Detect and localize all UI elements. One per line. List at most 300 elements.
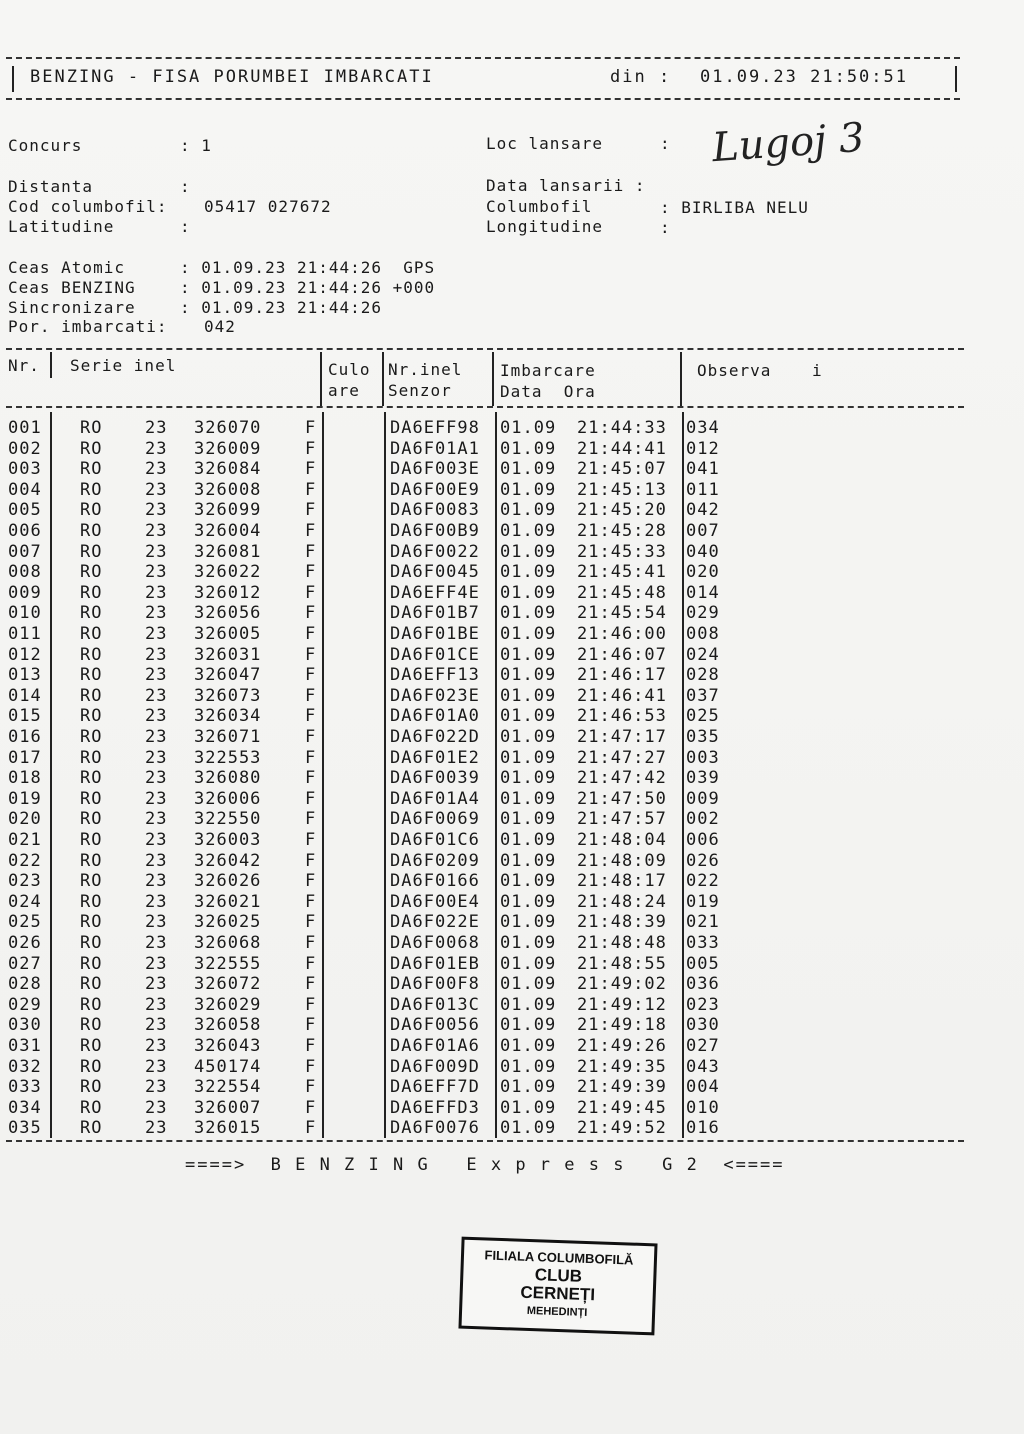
ring-number: 326031 xyxy=(194,644,262,665)
embark-time: 21:45:33 xyxy=(577,541,667,562)
country-code: RO xyxy=(80,644,103,665)
row-number: 033 xyxy=(8,1077,42,1098)
sensor-id: DA6EFF4E xyxy=(390,582,480,603)
sex: F xyxy=(305,1118,317,1139)
country-code: RO xyxy=(80,912,103,933)
sex: F xyxy=(305,994,317,1015)
column-nr-inel: Nr.inel xyxy=(388,360,463,379)
stamp-line-2: CLUB xyxy=(534,1265,583,1286)
sex: F xyxy=(305,521,317,541)
column-observatii: Observa xyxy=(697,361,772,380)
sex: F xyxy=(305,706,317,727)
ring-number: 450174 xyxy=(194,1056,262,1077)
embark-date: 01.09 xyxy=(500,747,557,768)
country-code: RO xyxy=(80,665,103,686)
row-number: 019 xyxy=(8,788,42,809)
row-number: 024 xyxy=(8,891,42,912)
country-code: RO xyxy=(80,521,103,541)
table-row xyxy=(0,521,1024,541)
embark-date: 01.09 xyxy=(500,994,557,1015)
table-row xyxy=(0,1057,1024,1077)
embark-time: 21:46:07 xyxy=(577,644,667,665)
club-stamp xyxy=(458,1237,657,1336)
column-nr: Nr. xyxy=(8,356,40,375)
embark-time: 21:45:54 xyxy=(577,603,667,624)
sex: F xyxy=(305,830,317,850)
country-code: RO xyxy=(80,830,103,850)
embark-date: 01.09 xyxy=(500,1056,557,1077)
embark-date: 01.09 xyxy=(500,665,557,686)
sex: F xyxy=(305,459,317,480)
header-left-bar xyxy=(12,66,14,92)
table-row xyxy=(0,562,1024,582)
ring-number: 326003 xyxy=(194,830,262,850)
observation: 022 xyxy=(686,871,720,892)
latitudine-label: Latitudine xyxy=(8,217,115,236)
row-number: 007 xyxy=(8,541,42,562)
sex: F xyxy=(305,603,317,624)
stamp-line-4: MEHEDINȚI xyxy=(526,1304,588,1320)
row-number: 021 xyxy=(8,830,42,850)
longitudine-value: : xyxy=(660,218,671,237)
country-code: RO xyxy=(80,891,103,912)
ring-number: 326080 xyxy=(194,768,262,789)
embark-date: 01.09 xyxy=(500,1118,557,1139)
observation: 025 xyxy=(686,706,720,727)
observation: 006 xyxy=(686,830,720,850)
sensor-id: DA6F01BE xyxy=(390,624,480,644)
ring-number: 326099 xyxy=(194,500,262,521)
table-row xyxy=(0,1077,1024,1097)
embark-date: 01.09 xyxy=(500,871,557,892)
sex: F xyxy=(305,1097,317,1118)
row-number: 002 xyxy=(8,438,42,459)
sensor-id: DA6F01B7 xyxy=(390,603,480,624)
embark-date: 01.09 xyxy=(500,479,557,500)
ring-year: 23 xyxy=(145,459,168,480)
observation: 011 xyxy=(686,479,720,500)
row-number: 022 xyxy=(8,850,42,871)
longitudine-label: Longitudine xyxy=(486,217,603,236)
observation: 042 xyxy=(686,500,720,521)
ring-year: 23 xyxy=(145,603,168,624)
country-code: RO xyxy=(80,747,103,768)
country-code: RO xyxy=(80,1056,103,1077)
table-row xyxy=(0,1036,1024,1056)
embark-time: 21:45:07 xyxy=(577,459,667,480)
document-title: BENZING - FISA PORUMBEI IMBARCATI xyxy=(30,67,434,87)
ring-year: 23 xyxy=(145,418,168,438)
embark-date: 01.09 xyxy=(500,521,557,541)
ring-year: 23 xyxy=(145,933,168,953)
observation: 009 xyxy=(686,788,720,809)
embark-time: 21:47:57 xyxy=(577,809,667,830)
ring-year: 23 xyxy=(145,768,168,789)
country-code: RO xyxy=(80,479,103,500)
sincronizare-label: Sincronizare xyxy=(8,298,136,317)
divider-senzor xyxy=(492,352,494,406)
column-imbarcare: Imbarcare xyxy=(500,361,596,380)
row-number: 016 xyxy=(8,727,42,747)
country-code: RO xyxy=(80,418,103,438)
embark-date: 01.09 xyxy=(500,850,557,871)
sensor-id: DA6F0022 xyxy=(390,541,480,562)
sensor-id: DA6F01E2 xyxy=(390,747,480,768)
sensor-id: DA6F0166 xyxy=(390,871,480,892)
divider-culoare xyxy=(382,352,384,406)
country-code: RO xyxy=(80,1036,103,1056)
country-code: RO xyxy=(80,706,103,727)
row-number: 008 xyxy=(8,562,42,583)
observation: 036 xyxy=(686,974,720,995)
sensor-id: DA6F022D xyxy=(390,727,480,747)
ring-number: 322550 xyxy=(194,809,262,830)
embark-date: 01.09 xyxy=(500,788,557,809)
ring-number: 326081 xyxy=(194,541,262,562)
row-number: 013 xyxy=(8,665,42,686)
row-number: 018 xyxy=(8,768,42,789)
embark-time: 21:49:52 xyxy=(577,1118,667,1139)
country-code: RO xyxy=(80,727,103,747)
ring-year: 23 xyxy=(145,644,168,665)
embark-date: 01.09 xyxy=(500,438,557,459)
porumbei-imbarcati-label: Por. imbarcati: xyxy=(8,317,168,336)
observation: 043 xyxy=(686,1056,720,1077)
embark-time: 21:46:53 xyxy=(577,706,667,727)
sincronizare-value: : 01.09.23 21:44:26 xyxy=(180,298,383,317)
embark-time: 21:49:12 xyxy=(577,994,667,1015)
header-bottom-rule xyxy=(6,98,960,100)
divider-serie xyxy=(320,352,322,406)
country-code: RO xyxy=(80,953,103,974)
observation: 020 xyxy=(686,562,720,583)
sex: F xyxy=(305,1015,317,1036)
row-number: 003 xyxy=(8,459,42,480)
sex: F xyxy=(305,727,317,747)
ring-number: 326072 xyxy=(194,974,262,995)
sex: F xyxy=(305,768,317,789)
table-row xyxy=(0,871,1024,891)
embark-date: 01.09 xyxy=(500,706,557,727)
ring-number: 326025 xyxy=(194,912,262,933)
embark-date: 01.09 xyxy=(500,624,557,644)
ring-number: 326056 xyxy=(194,603,262,624)
table-row xyxy=(0,459,1024,479)
distanta-value: : xyxy=(180,177,191,196)
sex: F xyxy=(305,562,317,583)
embark-time: 21:48:24 xyxy=(577,891,667,912)
table-row xyxy=(0,748,1024,768)
embark-date: 01.09 xyxy=(500,974,557,995)
sex: F xyxy=(305,974,317,995)
table-row xyxy=(0,933,1024,953)
ceas-atomic-label: Ceas Atomic xyxy=(8,258,125,277)
sensor-id: DA6F009D xyxy=(390,1056,480,1077)
data-lansarii-label: Data lansarii : xyxy=(486,176,646,195)
sensor-id: DA6F01A6 xyxy=(390,1036,480,1056)
table-row xyxy=(0,974,1024,994)
ring-year: 23 xyxy=(145,1036,168,1056)
table-row xyxy=(0,768,1024,788)
observation: 003 xyxy=(686,747,720,768)
sensor-id: DA6EFF13 xyxy=(390,665,480,686)
country-code: RO xyxy=(80,685,103,706)
ring-year: 23 xyxy=(145,850,168,871)
embark-time: 21:49:39 xyxy=(577,1077,667,1098)
sex: F xyxy=(305,582,317,603)
embark-date: 01.09 xyxy=(500,418,557,438)
sex: F xyxy=(305,933,317,953)
ring-year: 23 xyxy=(145,727,168,747)
header-right-bar xyxy=(955,66,957,92)
row-number: 020 xyxy=(8,809,42,830)
embark-time: 21:47:50 xyxy=(577,788,667,809)
sensor-id: DA6EFF7D xyxy=(390,1077,480,1098)
table-row xyxy=(0,706,1024,726)
observation: 019 xyxy=(686,891,720,912)
header-top-rule xyxy=(6,57,960,59)
embark-time: 21:45:20 xyxy=(577,500,667,521)
table-row xyxy=(0,789,1024,809)
ring-number: 326070 xyxy=(194,418,262,438)
column-serie-inel: Serie inel xyxy=(70,356,177,375)
ring-year: 23 xyxy=(145,438,168,459)
embark-time: 21:47:17 xyxy=(577,727,667,747)
embark-time: 21:45:13 xyxy=(577,479,667,500)
country-code: RO xyxy=(80,459,103,480)
ring-number: 326042 xyxy=(194,850,262,871)
ring-year: 23 xyxy=(145,809,168,830)
ring-number: 326068 xyxy=(194,933,262,953)
embark-time: 21:48:04 xyxy=(577,830,667,850)
country-code: RO xyxy=(80,562,103,583)
ring-year: 23 xyxy=(145,891,168,912)
country-code: RO xyxy=(80,871,103,892)
row-number: 015 xyxy=(8,706,42,727)
ring-number: 326034 xyxy=(194,706,262,727)
embark-time: 21:48:48 xyxy=(577,933,667,953)
embark-time: 21:47:42 xyxy=(577,768,667,789)
ring-number: 322554 xyxy=(194,1077,262,1098)
embark-time: 21:48:09 xyxy=(577,850,667,871)
table-row xyxy=(0,1118,1024,1138)
sensor-id: DA6F0083 xyxy=(390,500,480,521)
country-code: RO xyxy=(80,809,103,830)
ring-year: 23 xyxy=(145,830,168,850)
embark-date: 01.09 xyxy=(500,541,557,562)
sex: F xyxy=(305,953,317,974)
ring-year: 23 xyxy=(145,871,168,892)
row-number: 026 xyxy=(8,933,42,953)
embark-time: 21:45:41 xyxy=(577,562,667,583)
embark-date: 01.09 xyxy=(500,1077,557,1098)
ring-year: 23 xyxy=(145,665,168,686)
row-number: 031 xyxy=(8,1036,42,1056)
ring-year: 23 xyxy=(145,1118,168,1139)
table-bottom-rule xyxy=(6,1140,964,1142)
ring-number: 326007 xyxy=(194,1097,262,1118)
ring-year: 23 xyxy=(145,521,168,541)
ceas-benzing-value: : 01.09.23 21:44:26 +000 xyxy=(180,278,436,297)
observation: 026 xyxy=(686,850,720,871)
table-row xyxy=(0,439,1024,459)
row-number: 010 xyxy=(8,603,42,624)
sensor-id: DA6F023E xyxy=(390,685,480,706)
embark-date: 01.09 xyxy=(500,685,557,706)
row-number: 034 xyxy=(8,1097,42,1118)
sensor-id: DA6F00E4 xyxy=(390,891,480,912)
table-row xyxy=(0,954,1024,974)
ring-number: 326021 xyxy=(194,891,262,912)
embark-date: 01.09 xyxy=(500,809,557,830)
sex: F xyxy=(305,418,317,438)
sex: F xyxy=(305,871,317,892)
table-row xyxy=(0,542,1024,562)
observation: 040 xyxy=(686,541,720,562)
ring-year: 23 xyxy=(145,562,168,583)
ring-number: 322553 xyxy=(194,747,262,768)
table-row xyxy=(0,624,1024,644)
observation: 041 xyxy=(686,459,720,480)
country-code: RO xyxy=(80,994,103,1015)
embark-date: 01.09 xyxy=(500,1097,557,1118)
observation: 021 xyxy=(686,912,720,933)
table-row xyxy=(0,603,1024,623)
country-code: RO xyxy=(80,500,103,521)
embark-time: 21:46:17 xyxy=(577,665,667,686)
ring-number: 326058 xyxy=(194,1015,262,1036)
observation: 005 xyxy=(686,953,720,974)
sex: F xyxy=(305,541,317,562)
ring-year: 23 xyxy=(145,1077,168,1098)
din-label: din : xyxy=(610,67,672,87)
sex: F xyxy=(305,747,317,768)
observation: 029 xyxy=(686,603,720,624)
embark-time: 21:45:28 xyxy=(577,521,667,541)
sex: F xyxy=(305,850,317,871)
sex: F xyxy=(305,665,317,686)
embark-date: 01.09 xyxy=(500,582,557,603)
sex: F xyxy=(305,438,317,459)
ring-year: 23 xyxy=(145,706,168,727)
table-row xyxy=(0,892,1024,912)
sensor-id: DA6F00F8 xyxy=(390,974,480,995)
sex: F xyxy=(305,1036,317,1056)
row-number: 006 xyxy=(8,521,42,541)
embark-date: 01.09 xyxy=(500,891,557,912)
ring-number: 326026 xyxy=(194,871,262,892)
sex: F xyxy=(305,644,317,665)
table-row xyxy=(0,809,1024,829)
observation: 010 xyxy=(686,1097,720,1118)
table-row xyxy=(0,500,1024,520)
embark-time: 21:47:27 xyxy=(577,747,667,768)
embark-date: 01.09 xyxy=(500,933,557,953)
ring-number: 326005 xyxy=(194,624,262,644)
country-code: RO xyxy=(80,438,103,459)
sensor-id: DA6F0045 xyxy=(390,562,480,583)
observation: 004 xyxy=(686,1077,720,1098)
ring-number: 326015 xyxy=(194,1118,262,1139)
loc-lansare-handwritten: Lugoj 3 xyxy=(710,114,866,172)
distanta-label: Distanta xyxy=(8,177,94,196)
ring-year: 23 xyxy=(145,500,168,521)
row-number: 032 xyxy=(8,1056,42,1077)
sensor-id: DA6F013C xyxy=(390,994,480,1015)
table-row xyxy=(0,1098,1024,1118)
embark-date: 01.09 xyxy=(500,953,557,974)
embark-date: 01.09 xyxy=(500,459,557,480)
embark-time: 21:49:45 xyxy=(577,1097,667,1118)
sex: F xyxy=(305,788,317,809)
ring-year: 23 xyxy=(145,747,168,768)
row-number: 009 xyxy=(8,582,42,603)
ring-year: 23 xyxy=(145,1056,168,1077)
concurs-label: Concurs xyxy=(8,136,83,155)
ring-year: 23 xyxy=(145,479,168,500)
stamp-line-3: CERNEȚI xyxy=(520,1282,596,1305)
sensor-id: DA6F0056 xyxy=(390,1015,480,1036)
divider-nr xyxy=(50,352,52,378)
ring-year: 23 xyxy=(145,912,168,933)
loc-lansare-label: Loc lansare xyxy=(486,134,603,153)
ring-number: 326009 xyxy=(194,438,262,459)
row-number: 017 xyxy=(8,747,42,768)
sensor-id: DA6F022E xyxy=(390,912,480,933)
column-observatii-tail: i xyxy=(812,361,823,380)
country-code: RO xyxy=(80,1077,103,1098)
embark-date: 01.09 xyxy=(500,644,557,665)
sensor-id: DA6EFF98 xyxy=(390,418,480,438)
sensor-id: DA6F01A4 xyxy=(390,788,480,809)
embark-date: 01.09 xyxy=(500,562,557,583)
embark-time: 21:49:35 xyxy=(577,1056,667,1077)
country-code: RO xyxy=(80,541,103,562)
table-top-rule xyxy=(6,348,964,350)
ring-number: 326008 xyxy=(194,479,262,500)
ring-number: 326047 xyxy=(194,665,262,686)
sensor-id: DA6F0209 xyxy=(390,850,480,871)
sex: F xyxy=(305,912,317,933)
latitudine-value: : xyxy=(180,217,191,236)
country-code: RO xyxy=(80,850,103,871)
observation: 039 xyxy=(686,768,720,789)
sex: F xyxy=(305,1077,317,1098)
embark-time: 21:46:00 xyxy=(577,624,667,644)
ring-year: 23 xyxy=(145,541,168,562)
ring-number: 326073 xyxy=(194,685,262,706)
country-code: RO xyxy=(80,1015,103,1036)
ceas-benzing-label: Ceas BENZING xyxy=(8,278,136,297)
country-code: RO xyxy=(80,768,103,789)
columbofil-label: Columbofil xyxy=(486,197,593,216)
sensor-id: DA6F0076 xyxy=(390,1118,480,1139)
column-senzor: Senzor xyxy=(388,381,452,400)
ring-year: 23 xyxy=(145,1015,168,1036)
sensor-id: DA6F01A0 xyxy=(390,706,480,727)
observation: 007 xyxy=(686,521,720,541)
observation: 014 xyxy=(686,582,720,603)
observation: 028 xyxy=(686,665,720,686)
ring-number: 326043 xyxy=(194,1036,262,1056)
country-code: RO xyxy=(80,582,103,603)
row-number: 025 xyxy=(8,912,42,933)
row-number: 004 xyxy=(8,479,42,500)
table-row xyxy=(0,665,1024,685)
ring-year: 23 xyxy=(145,994,168,1015)
country-code: RO xyxy=(80,603,103,624)
embark-time: 21:45:48 xyxy=(577,582,667,603)
